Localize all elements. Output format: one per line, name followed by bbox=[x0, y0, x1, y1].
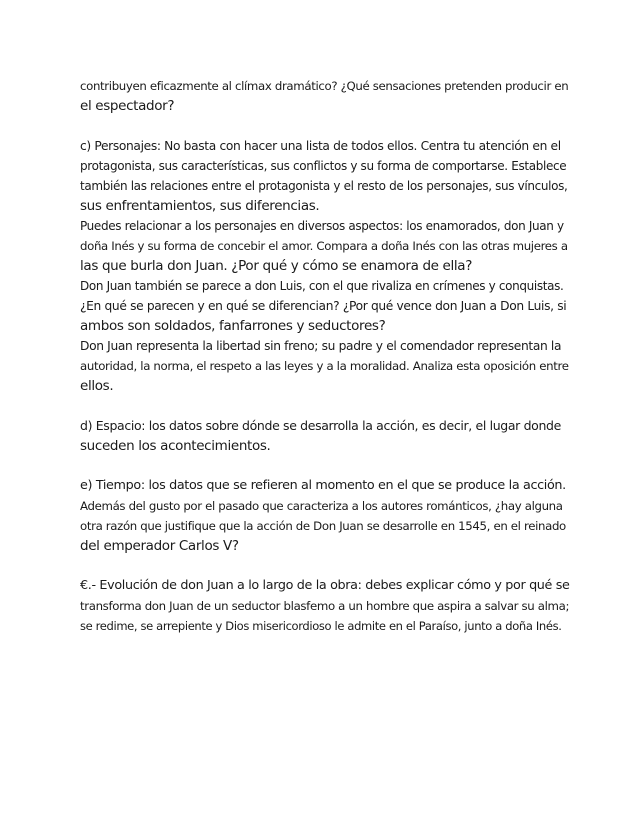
text-line: e) Tiempo: los datos que se refieren al momento en el que se produce la acción. bbox=[80, 478, 566, 493]
text-line: también las relaciones entre el protagonista y el resto de los personajes, sus vínculos, bbox=[80, 179, 568, 193]
text-line: contribuyen eficazmente al clímax dramático? ¿Qué sensaciones pretenden producir en bbox=[80, 79, 569, 93]
text-line: sus enfrentamientos, sus diferencias. bbox=[80, 198, 320, 214]
text-line: Don Juan también se parece a don Luis, con el que rivaliza en crímenes y conquistas. bbox=[80, 279, 564, 293]
text-line: d) Espacio: los datos sobre dónde se desarrolla la acción, es decir, el lugar donde bbox=[80, 418, 561, 433]
text-line: Puedes relacionar a los personajes en diversos aspectos: los enamorados, don Juan y bbox=[80, 219, 564, 233]
text-line: otra razón que justifique que la acción de Don Juan se desarrolle en 1545, en el reinado bbox=[80, 519, 566, 533]
text-line: el espectador? bbox=[80, 98, 175, 114]
text-line: las que burla don Juan. ¿Por qué y cómo se enamora de ella? bbox=[80, 258, 473, 274]
text-line: suceden los acontecimientos. bbox=[80, 438, 271, 454]
paragraph-evolucion bbox=[80, 576, 570, 636]
text-line: €.- Evolución de don Juan a lo largo de la obra: debes explicar cómo y por qué se bbox=[80, 578, 570, 593]
text-line: Además del gusto por el pasado que caracteriza a los autores románticos, ¿hay alguna bbox=[80, 499, 563, 513]
text-line: se redime, se arrepiente y Dios misericordioso le admite en el Paraíso, junto a doña Inés. bbox=[80, 619, 562, 633]
paragraph-intro bbox=[80, 76, 570, 116]
text-line: c) Personajes: No basta con hacer una lista de todos ellos. Centra tu atención en el bbox=[80, 139, 561, 153]
text-line: transforma don Juan de un seductor blasfemo a un hombre que aspira a salvar su alma; bbox=[80, 599, 570, 613]
text-line: ambos son soldados, fanfarrones y seductores? bbox=[80, 318, 386, 334]
text-line: doña Inés y su forma de concebir el amor. Compara a doña Inés con las otras mujeres a bbox=[80, 239, 568, 253]
text-line: autoridad, la norma, el respeto a las leyes y a la moralidad. Analiza esta oposición entre bbox=[80, 359, 569, 373]
document-body bbox=[80, 76, 570, 656]
paragraph-espacio bbox=[80, 416, 570, 456]
text-line: del emperador Carlos V? bbox=[80, 538, 239, 554]
text-line: ellos. bbox=[80, 378, 114, 394]
text-line: ¿En qué se parecen y en qué se diferencian? ¿Por qué vence don Juan a Don Luis, si bbox=[80, 299, 567, 313]
text-line: Don Juan representa la libertad sin freno; su padre y el comendador representan la bbox=[80, 339, 562, 353]
paragraph-personajes bbox=[80, 136, 570, 396]
text-line: protagonista, sus características, sus conflictos y su forma de comportarse. Establece bbox=[80, 159, 567, 173]
paragraph-tiempo bbox=[80, 476, 570, 556]
